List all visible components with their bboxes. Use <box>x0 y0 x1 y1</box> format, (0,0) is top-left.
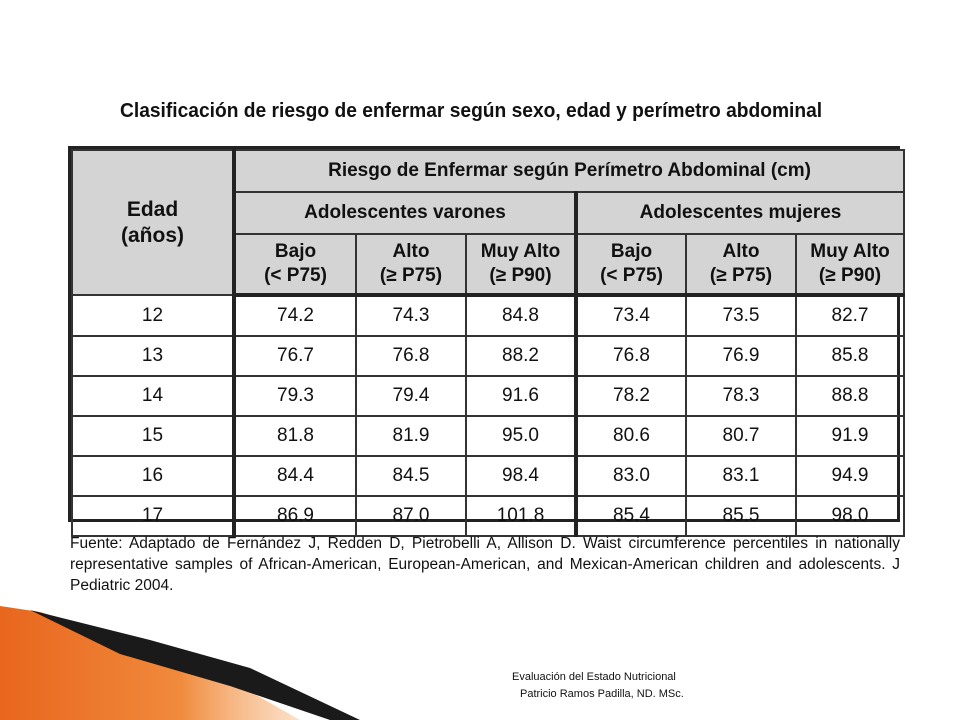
subheader-threshold: (< P75) <box>600 265 663 286</box>
subheader-muy-alto-varones <box>466 234 576 295</box>
value-cell: 76.9 <box>686 336 796 376</box>
table-row <box>72 336 904 376</box>
value-cell: 76.8 <box>576 336 686 376</box>
table-row <box>72 295 904 336</box>
value-cell: 85.8 <box>796 336 904 376</box>
subheader-threshold: (≥ P90) <box>489 265 552 286</box>
value-cell: 79.4 <box>356 376 466 416</box>
value-cell: 80.6 <box>576 416 686 456</box>
value-cell: 95.0 <box>466 416 576 456</box>
age-header <box>72 150 234 295</box>
subheader-threshold: (< P75) <box>264 265 327 286</box>
footer-credit <box>512 669 712 703</box>
age-header-line2: (años) <box>121 223 184 247</box>
value-cell: 83.1 <box>686 456 796 496</box>
value-cell: 91.9 <box>796 416 904 456</box>
value-cell: 78.3 <box>686 376 796 416</box>
value-cell: 76.8 <box>356 336 466 376</box>
age-cell: 17 <box>72 496 234 536</box>
subheader-alto-mujeres <box>686 234 796 295</box>
value-cell: 82.7 <box>796 295 904 336</box>
orange-swoosh <box>0 606 300 720</box>
age-cell: 14 <box>72 376 234 416</box>
value-cell: 98.4 <box>466 456 576 496</box>
subheader-label: Alto <box>392 241 430 262</box>
table-row <box>72 416 904 456</box>
group-header-mujeres: Adolescentes mujeres <box>576 192 904 234</box>
source-citation: Fuente: Adaptado de Fernández J, Redden D, Pietrobelli A, Allison D. Waist circumference percentiles in nationally representative samples of African-American, European-American, and Mexican-American children and adolescents. J Pediatric 2004. <box>70 535 900 594</box>
subheader-threshold: (≥ P75) <box>379 265 443 286</box>
value-cell: 74.3 <box>356 295 466 336</box>
main-header: Riesgo de Enfermar según Perímetro Abdominal (cm) <box>234 150 904 192</box>
value-cell: 84.8 <box>466 295 576 336</box>
subheader-alto-varones <box>356 234 466 295</box>
group-header-varones: Adolescentes varones <box>234 192 576 234</box>
value-cell: 85.4 <box>576 496 686 536</box>
value-cell: 79.3 <box>234 376 356 416</box>
dark-swoosh <box>30 610 360 720</box>
value-cell: 85.5 <box>686 496 796 536</box>
table-row <box>72 456 904 496</box>
value-cell: 81.9 <box>356 416 466 456</box>
subheader-muy-alto-mujeres <box>796 234 904 295</box>
value-cell: 84.5 <box>356 456 466 496</box>
age-cell: 16 <box>72 456 234 496</box>
subheader-label: Muy Alto <box>810 241 890 262</box>
value-cell: 83.0 <box>576 456 686 496</box>
age-cell: 13 <box>72 336 234 376</box>
credit-course: Evaluación del Estado Nutricional <box>512 671 676 683</box>
age-cell: 15 <box>72 416 234 456</box>
value-cell: 76.7 <box>234 336 356 376</box>
subheader-label: Muy Alto <box>480 241 561 262</box>
subheader-label: Bajo <box>274 241 317 262</box>
value-cell: 74.2 <box>234 295 356 336</box>
subheader-label: Bajo <box>610 241 653 262</box>
subheader-label: Alto <box>722 241 760 262</box>
subheader-bajo-mujeres <box>576 234 686 295</box>
value-cell: 98.0 <box>796 496 904 536</box>
value-cell: 73.4 <box>576 295 686 336</box>
value-cell: 86.9 <box>234 496 356 536</box>
subheader-threshold: (≥ P90) <box>818 265 882 286</box>
risk-table <box>68 146 900 526</box>
subheader-bajo-varones <box>234 234 356 295</box>
value-cell: 73.5 <box>686 295 796 336</box>
value-cell: 78.2 <box>576 376 686 416</box>
value-cell: 88.2 <box>466 336 576 376</box>
table-row <box>72 376 904 416</box>
value-cell: 94.9 <box>796 456 904 496</box>
value-cell: 101.8 <box>466 496 576 536</box>
value-cell: 87.0 <box>356 496 466 536</box>
credit-author: Patricio Ramos Padilla, ND. MSc. <box>520 688 684 700</box>
page-title: Clasificación de riesgo de enfermar según sexo, edad y perímetro abdominal <box>120 100 823 122</box>
subheader-threshold: (≥ P75) <box>709 265 773 286</box>
age-header-line1: Edad <box>126 197 179 221</box>
value-cell: 84.4 <box>234 456 356 496</box>
value-cell: 91.6 <box>466 376 576 416</box>
age-cell: 12 <box>72 295 234 336</box>
value-cell: 81.8 <box>234 416 356 456</box>
value-cell: 88.8 <box>796 376 904 416</box>
table-row <box>72 496 904 536</box>
value-cell: 80.7 <box>686 416 796 456</box>
